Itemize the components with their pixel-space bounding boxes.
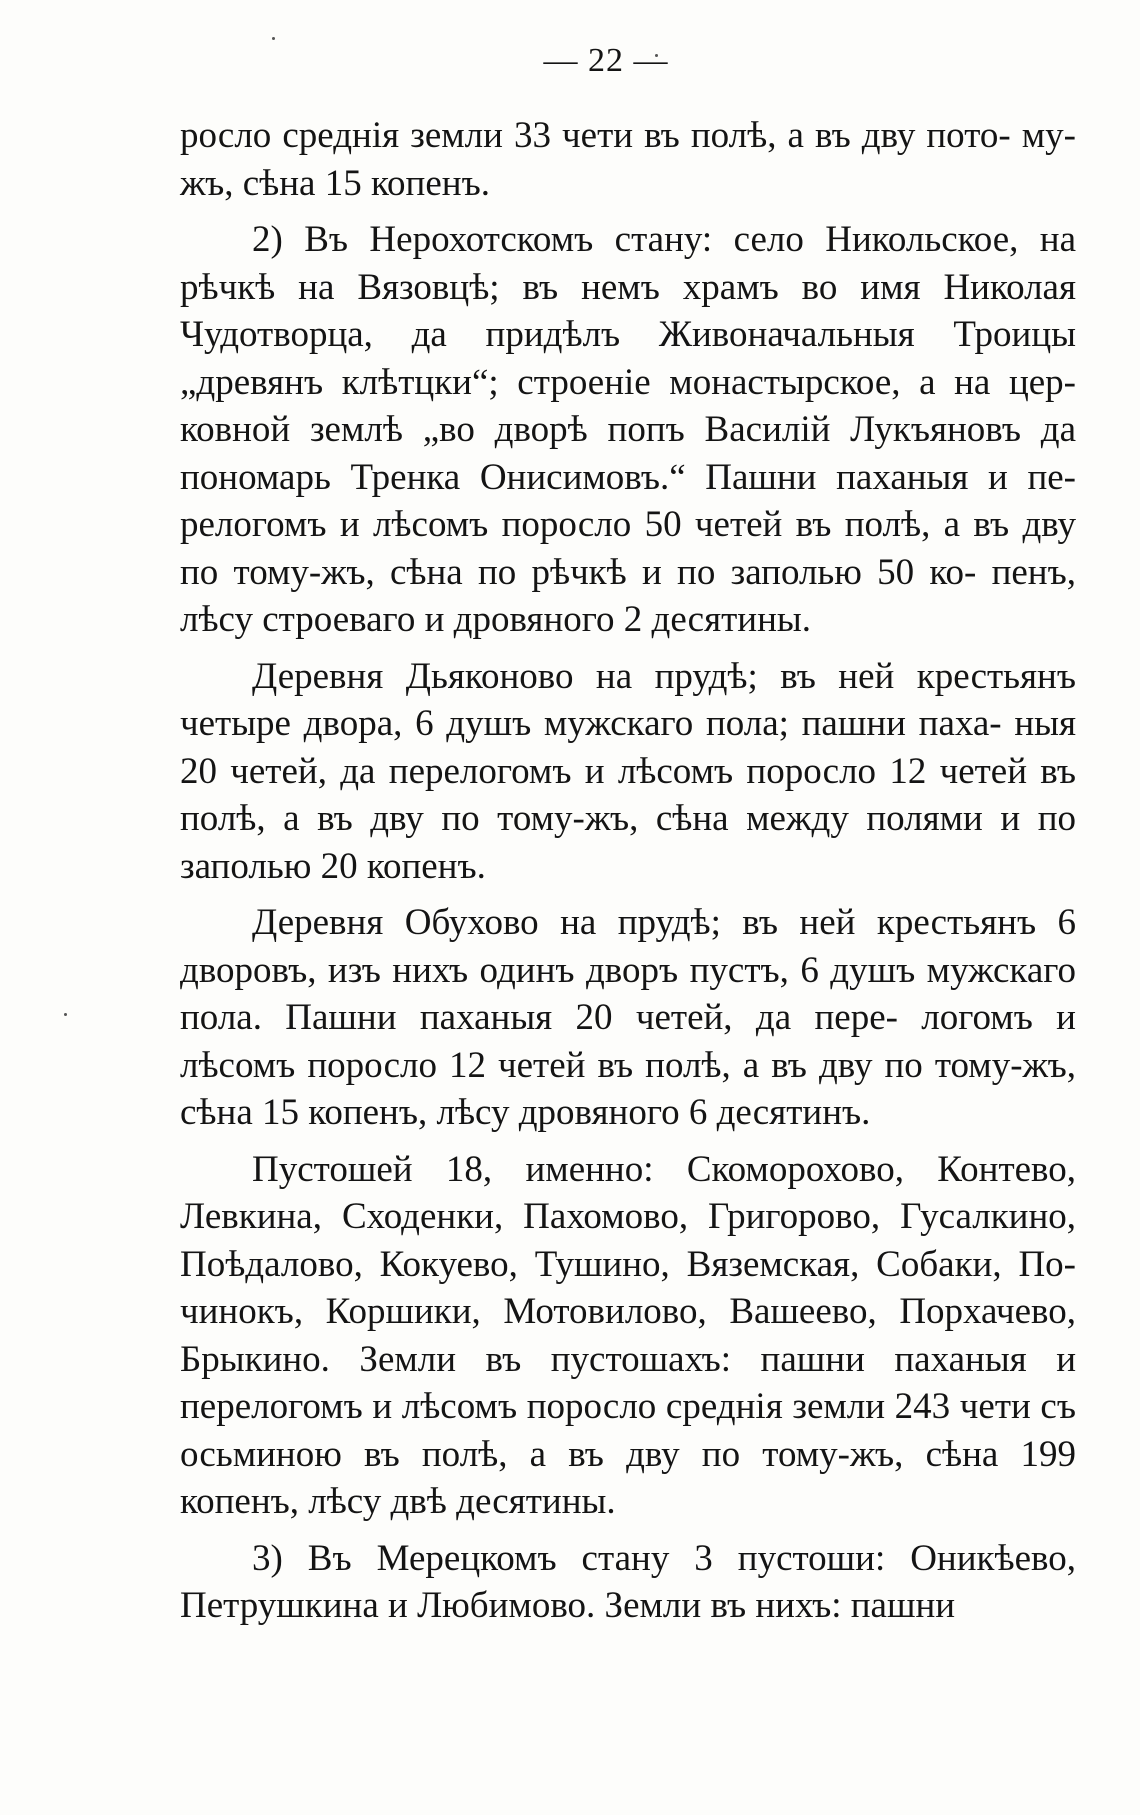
- paragraph-nerokhotsky-stan: 2) Въ Нерохотскомъ стану: село Никольское, на рѣчкѣ на Вязовцѣ; въ немъ храмъ во имя Николая Чудотворца, да придѣлъ Живоначальныя Троицы „древянъ клѣтцки“; строеніе монастырское, а на цер- ковной землѣ „во дворѣ попъ Василій Лукъяновъ да пономарь Тренка Онисимовъ.“ Пашни паханыя и пе- релогомъ и лѣсомъ поросло 50 четей въ полѣ, а въ дву по тому-жъ, сѣна по рѣчкѣ и по заполью 50 ко- пенъ, лѣсу строеваго и дровяного 2 десятины.: [180, 219, 1076, 640]
- paragraph-obukhovo: Деревня Обухово на прудѣ; въ ней крестьянъ 6 дворовъ, изъ нихъ одинъ дворъ пустъ, 6 душъ мужскаго пола. Пашни паханыя 20 четей, да пере- логомъ и лѣсомъ поросло 12 четей въ полѣ, а въ дву по тому-жъ, сѣна 15 копенъ, лѣсу дровяного 6 десятинъ.: [180, 902, 1076, 1133]
- paper-speck: [272, 37, 275, 40]
- paragraph-pustoshi: Пустошей 18, именно: Скоморохово, Контево, Левкина, Сходенки, Пахомово, Григорово, Гусалкино, Поѣдалово, Кокуево, Тушино, Вяземская, Собаки, По- чинокъ, Коршики, Мотовилово, Вашеево, Порхачево, Брыкино. Земли въ пустошахъ: пашни паханыя и перелогомъ и лѣсомъ поросло среднія земли 243 чети съ осьминою въ полѣ, а въ дву по тому-жъ, сѣна 199 копенъ, лѣсу двѣ десятины.: [180, 1148, 1076, 1522]
- paper-speck: [64, 1013, 67, 1016]
- body-text: [180, 112, 1076, 1639]
- paragraph-dyakonovo: Деревня Дьяконово на прудѣ; въ ней крестьянъ четыре двора, 6 душъ мужскаго пола; пашни паха- ныя 20 четей, да перелогомъ и лѣсомъ поросло 12 четей въ полѣ, а въ дву по тому-жъ, сѣна между полями и по заполью 20 копенъ.: [180, 655, 1076, 887]
- paragraph-meretsky-stan: 3) Въ Мерецкомъ стану 3 пустоши: Оникѣево, Петрушкина и Любимово. Земли въ нихъ: пашни: [180, 1537, 1076, 1626]
- page-number: — 22 —: [543, 42, 669, 79]
- paragraph-continuation: росло среднія земли 33 чети въ полѣ, а въ дву пото- му-жъ, сѣна 15 копенъ.: [180, 115, 1076, 204]
